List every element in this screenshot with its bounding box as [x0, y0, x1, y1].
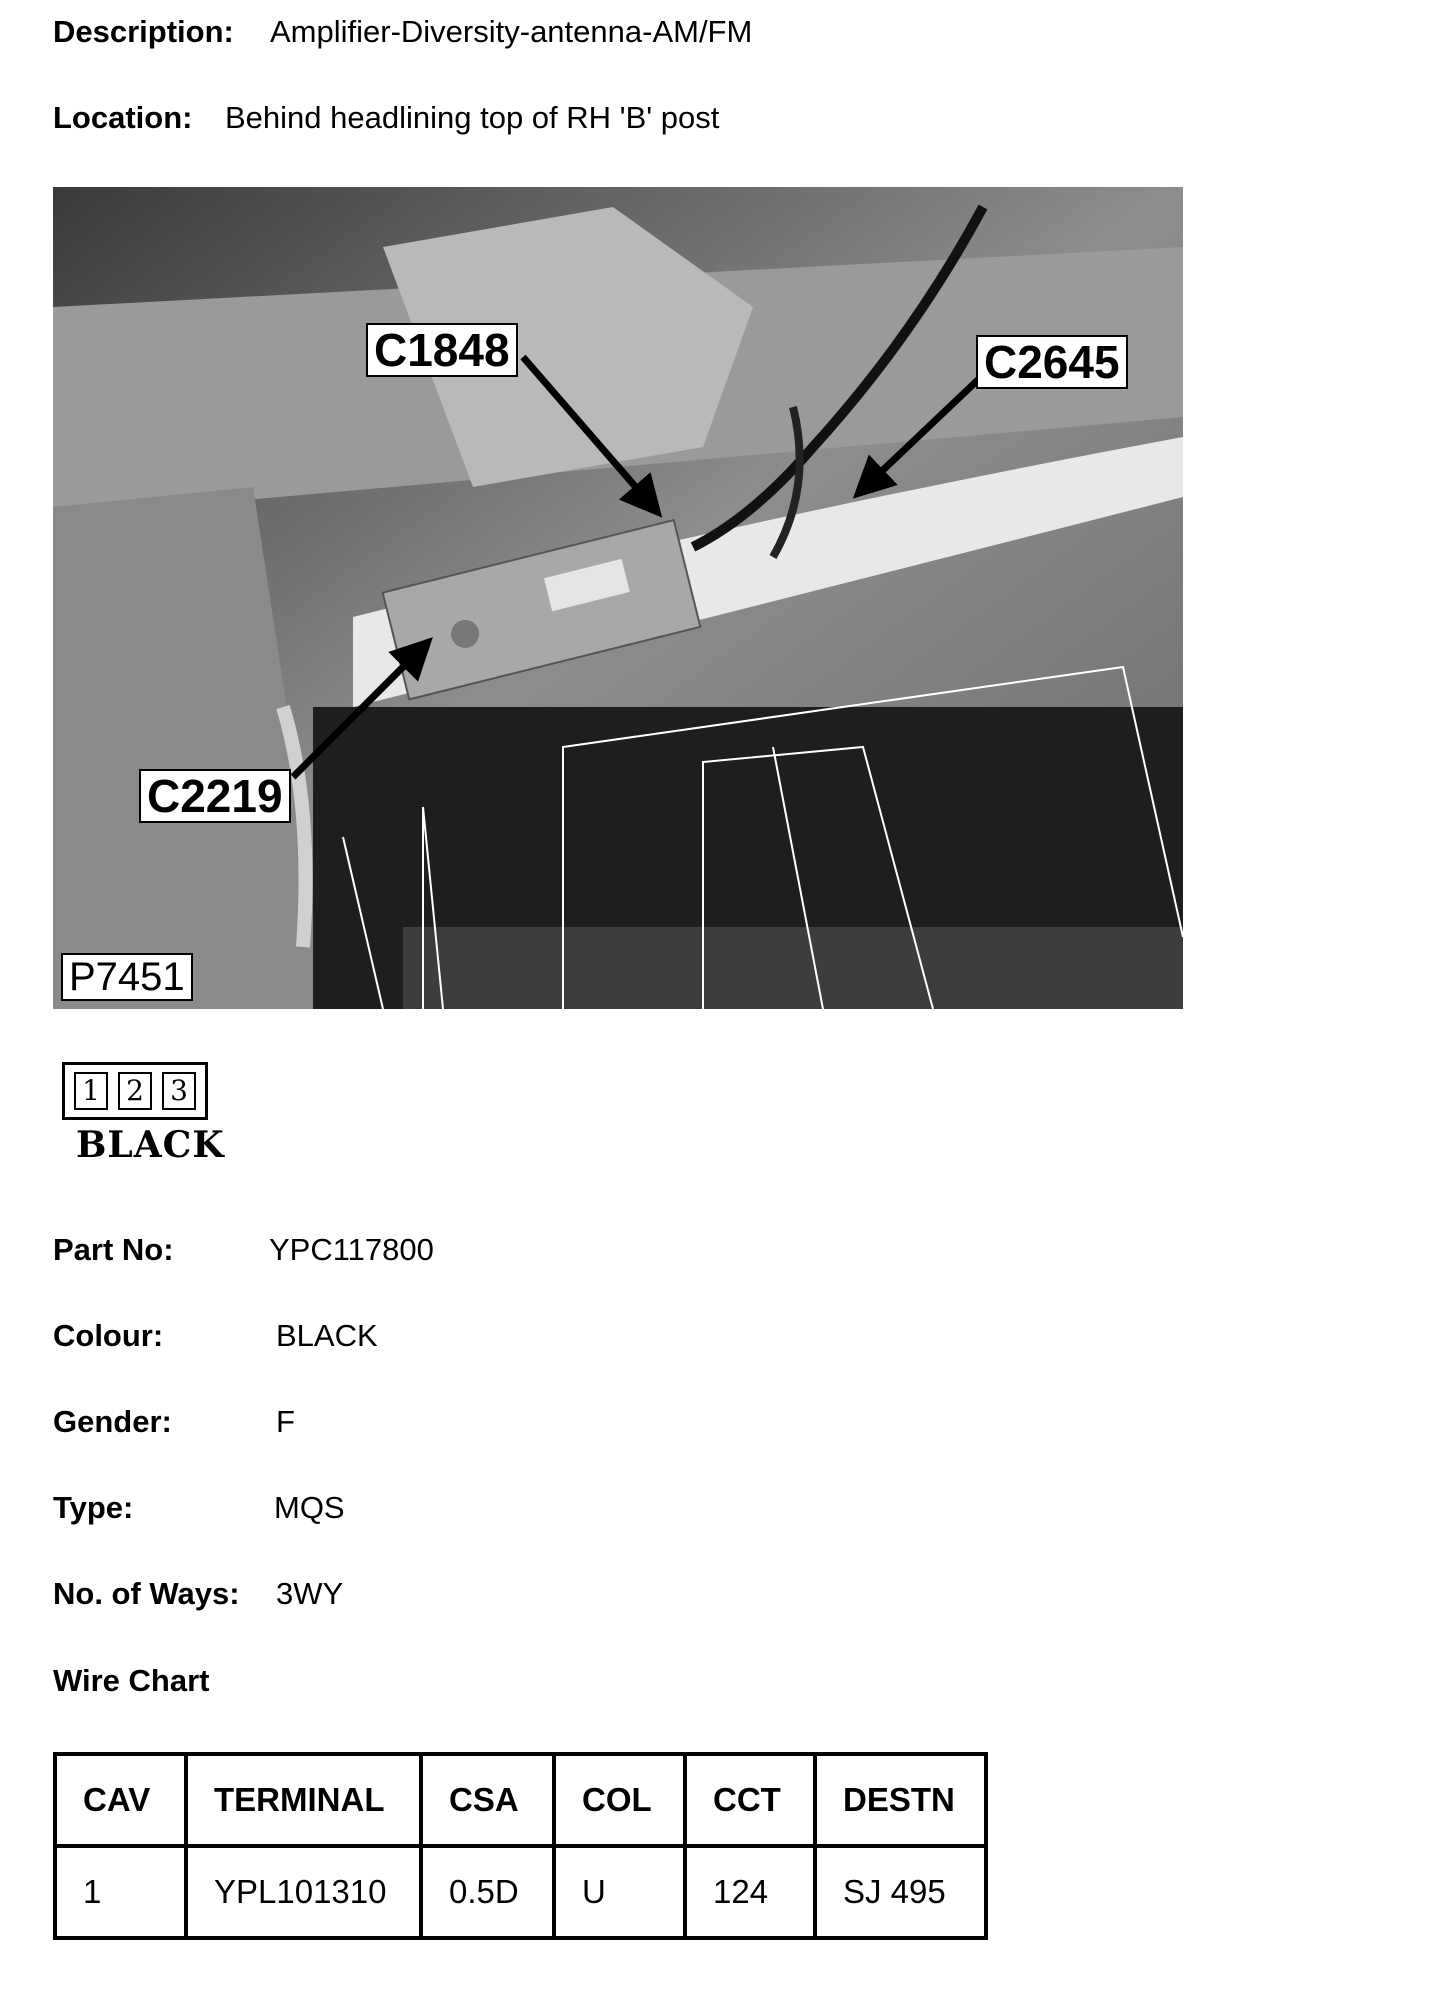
- colour-row: [53, 1318, 378, 1354]
- table-cell: 124: [685, 1846, 815, 1938]
- ways-label: No. of Ways:: [53, 1576, 240, 1611]
- column-header: DESTN: [815, 1754, 986, 1846]
- table-cell: 1: [55, 1846, 186, 1938]
- description-label: Description:: [53, 14, 234, 49]
- wire-chart-title: Wire Chart: [53, 1663, 210, 1698]
- column-header: COL: [554, 1754, 685, 1846]
- table-row: [55, 1846, 986, 1938]
- colour-value: BLACK: [276, 1318, 378, 1353]
- description-row: [53, 14, 753, 50]
- gender-value: F: [276, 1404, 295, 1439]
- type-value: MQS: [274, 1490, 345, 1525]
- connector-colour-label: BLACK: [76, 1124, 225, 1166]
- colour-label: Colour:: [53, 1318, 164, 1353]
- location-photo: [53, 187, 1183, 1009]
- location-label: Location:: [53, 100, 193, 135]
- table-header-row: [55, 1754, 986, 1846]
- column-header: CAV: [55, 1754, 186, 1846]
- gender-row: [53, 1404, 295, 1440]
- column-header: CSA: [421, 1754, 554, 1846]
- cavity-2: 2: [118, 1072, 152, 1110]
- callout-c1848: C1848: [366, 323, 518, 377]
- location-value: Behind headlining top of RH 'B' post: [225, 100, 720, 135]
- gender-label: Gender:: [53, 1404, 172, 1439]
- cavity-3: 3: [162, 1072, 196, 1110]
- description-value: Amplifier-Diversity-antenna-AM/FM: [270, 14, 753, 49]
- column-header: TERMINAL: [186, 1754, 421, 1846]
- location-row: [53, 100, 720, 136]
- photo-reference: P7451: [61, 953, 193, 1001]
- table-cell: YPL101310: [186, 1846, 421, 1938]
- photo-scene: [53, 187, 1183, 1009]
- connector-face: [62, 1062, 208, 1120]
- type-row: [53, 1490, 345, 1526]
- table-cell: U: [554, 1846, 685, 1938]
- table-cell: SJ 495: [815, 1846, 986, 1938]
- wire-chart-table: [53, 1752, 988, 1940]
- cavity-1: 1: [74, 1072, 108, 1110]
- ways-row: [53, 1576, 344, 1612]
- column-header: CCT: [685, 1754, 815, 1846]
- ways-value: 3WY: [276, 1576, 344, 1611]
- callout-c2645: C2645: [976, 335, 1128, 389]
- connector-diagram: [62, 1062, 225, 1166]
- table-cell: 0.5D: [421, 1846, 554, 1938]
- type-label: Type:: [53, 1490, 134, 1525]
- part-no-label: Part No:: [53, 1232, 174, 1267]
- callout-c2219: C2219: [139, 769, 291, 823]
- part-no-value: YPC117800: [269, 1232, 434, 1267]
- part-no-row: [53, 1232, 434, 1268]
